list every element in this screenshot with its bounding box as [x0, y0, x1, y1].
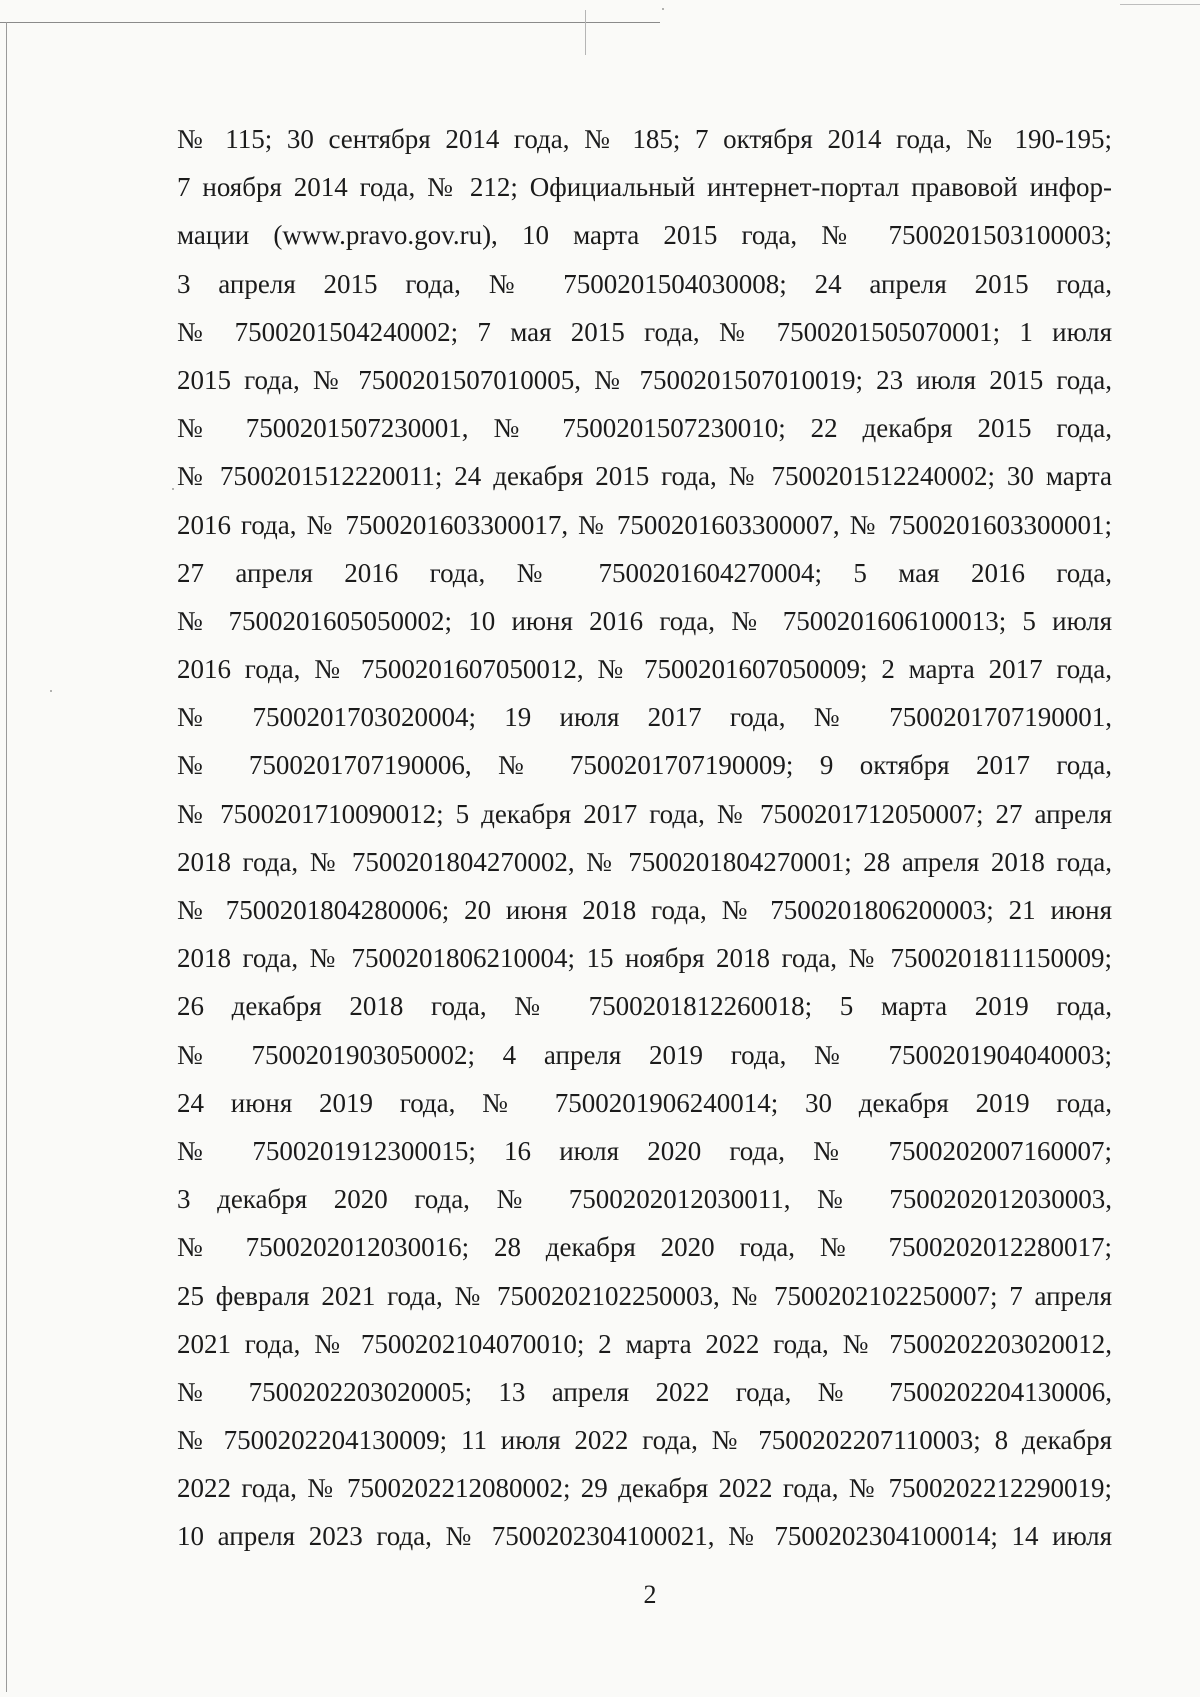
text-line: мации (www.pravo.gov.ru), 10 марта 2015 года, № 7500201503100003; — [177, 220, 1112, 251]
text-line: 2016 года, № 7500201607050012, № 7500201607050009; 2 марта 2017 года, — [177, 654, 1112, 685]
page-number: 2 — [643, 1580, 657, 1609]
text-line: 2015 года, № 7500201507010005, № 7500201507010019; 23 июля 2015 года, — [177, 364, 1112, 395]
scan-border-top — [0, 22, 660, 23]
scan-border-left — [6, 22, 7, 1692]
text-line: № 7500201707190006, № 7500201707190009; 9 октября 2017 года, — [177, 750, 1112, 781]
text-line: 2018 года, № 7500201804270002, № 7500201804270001; 28 апреля 2018 года, — [177, 846, 1112, 877]
text-line: № 7500201804280006; 20 июня 2018 года, № 7500201806200003; 21 июня — [177, 895, 1112, 925]
text-line: № 115; 30 сентября 2014 года, № 185; 7 октября 2014 года, № 190-195; — [177, 124, 1112, 154]
scan-speck — [50, 690, 52, 692]
text-line: 26 декабря 2018 года, № 7500201812260018; 5 марта 2019 года, — [177, 991, 1112, 1022]
text-line: 10 апреля 2023 года, № 7500202304100021, № 7500202304100014; 14 июля — [177, 1521, 1112, 1552]
text-line: № 7500202012030016; 28 декабря 2020 года, № 7500202012280017; — [177, 1232, 1112, 1263]
text-line: № 7500201504240002; 7 мая 2015 года, № 7500201505070001; 1 июля — [177, 316, 1112, 347]
document-body — [177, 115, 1112, 1561]
text-line: № 7500201512220011; 24 декабря 2015 года, № 7500201512240002; 30 марта — [177, 461, 1112, 492]
text-line: № 7500201903050002; 4 апреля 2019 года, № 7500201904040003; — [177, 1039, 1112, 1070]
text-line: 2022 года, № 7500202212080002; 29 декабря 2022 года, № 7500202212290019; — [177, 1473, 1112, 1504]
text-line: № 7500202204130009; 11 июля 2022 года, № 7500202207110003; 8 декабря — [177, 1425, 1112, 1456]
fold-mark — [585, 10, 586, 55]
text-line: 25 февраля 2021 года, № 7500202102250003, № 7500202102250007; 7 апреля — [177, 1280, 1112, 1311]
text-line: 7 ноября 2014 года, № 212; Официальный интернет-портал правовой инфор- — [177, 172, 1112, 203]
text-line: 27 апреля 2016 года, № 7500201604270004; 5 мая 2016 года, — [177, 557, 1112, 588]
text-line: № 7500201605050002; 10 июня 2016 года, № 7500201606100013; 5 июля — [177, 605, 1112, 636]
text-line: № 7500201507230001, № 7500201507230010; 22 декабря 2015 года, — [177, 413, 1112, 444]
text-line: 2021 года, № 7500202104070010; 2 марта 2022 года, № 7500202203020012, — [177, 1328, 1112, 1359]
text-line: 2016 года, № 7500201603300017, № 7500201603300007, № 7500201603300001; — [177, 509, 1112, 540]
text-line: 3 декабря 2020 года, № 7500202012030011, № 7500202012030003, — [177, 1184, 1112, 1215]
text-line: № 7500201912300015; 16 июля 2020 года, № 7500202007160007; — [177, 1135, 1112, 1166]
text-line: 2018 года, № 7500201806210004; 15 ноября 2018 года, № 7500201811150009; — [177, 943, 1112, 974]
text-line: № 7500201710090012; 5 декабря 2017 года, № 7500201712050007; 27 апреля — [177, 798, 1112, 829]
scan-border-top-right — [1120, 4, 1200, 5]
scan-speck — [662, 8, 664, 10]
text-line: 3 апреля 2015 года, № 7500201504030008; 24 апреля 2015 года, — [177, 268, 1112, 299]
scan-speck — [172, 488, 174, 490]
text-line: 24 июня 2019 года, № 7500201906240014; 30 декабря 2019 года, — [177, 1087, 1112, 1118]
text-line: № 7500202203020005; 13 апреля 2022 года, № 7500202204130006, — [177, 1376, 1112, 1407]
text-line: № 7500201703020004; 19 июля 2017 года, № 7500201707190001, — [177, 702, 1112, 733]
